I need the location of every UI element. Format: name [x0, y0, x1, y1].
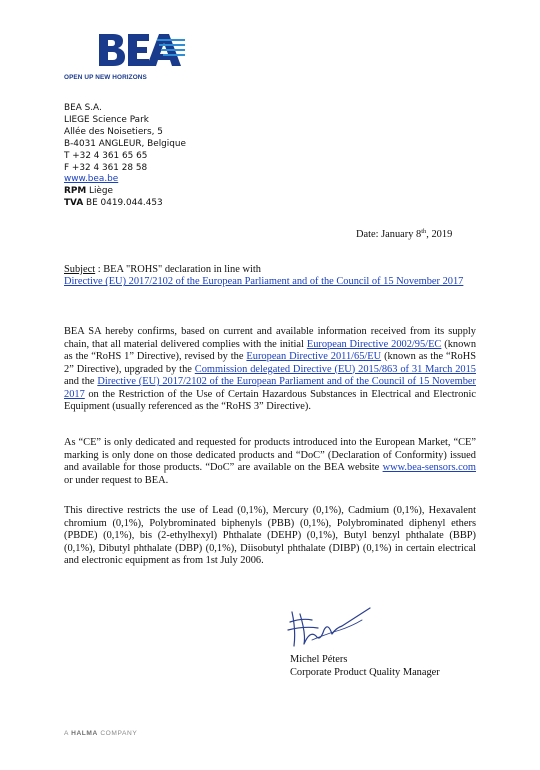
directive-2015-863-link[interactable]: Commission delegated Directive (EU) 2015/863 of 31 March 2015 [194, 363, 476, 375]
bea-logo [64, 30, 194, 86]
directive-2011-65-link[interactable]: European Directive 2011/65/EU [246, 351, 382, 362]
address-line-1: LIEGE Science Park [64, 114, 149, 125]
website-link[interactable]: www.bea.be [64, 174, 119, 185]
date-ordinal: th [421, 228, 427, 235]
address-line-3: B-4031 ANGLEUR, Belgique [64, 138, 186, 149]
bea-logo-mark-icon [97, 30, 185, 70]
company-address [64, 103, 186, 210]
rpm-line [64, 186, 186, 198]
handwritten-signature-icon [282, 600, 374, 650]
halma-brand: HALMA [71, 730, 98, 737]
phone-number: T +32 4 361 65 65 [64, 150, 148, 161]
logo-tagline: OPEN UP NEW HORIZONS [64, 74, 147, 81]
address-line-2: Allée des Noisetiers, 5 [64, 126, 163, 137]
footer-halma: A HALMA COMPANY [64, 730, 138, 737]
subject-directive-link[interactable]: Directive (EU) 2017/2102 of the European Parliament and of the Council of 15 November 2017 [64, 276, 464, 288]
tva-value: BE 0419.044.453 [83, 198, 163, 209]
rpm-label: RPM [64, 186, 87, 197]
directive-2017-2102-link[interactable]: Directive (EU) 2017/2102 of the European Parliament and of the Council of 15 November 2017 [64, 376, 476, 400]
paragraph-compliance: BEA SA hereby confirms, based on current and available information received from its supply chain, that all material delivered complies with the initial European Directive 2002/95/EC (known as the “RoHS 1” Directive), revised by the European Directive 2011/65/EU (known as the “RoHS 2” Directive), upgraded by the Commission delegated Directive (EU) 2015/863 of 31 March 2015 and the Directive (EU) 2017/2102 of the European Parliament and of the Council of 15 November 2017 on the Restriction of the Use of Certain Hazardous Substances in Electrical and Electronic Equipment (usually referenced as the “RoHS 3” Directive). [64, 326, 477, 412]
bea-sensors-link[interactable]: www.bea-sensors.com [382, 462, 476, 473]
fax-number: F +32 4 361 28 58 [64, 162, 148, 173]
company-name: BEA S.A. [64, 103, 102, 113]
letter-date: Date: January 8th, 2019 [356, 228, 453, 240]
tva-line [64, 198, 186, 210]
signer-name: Michel Péters [290, 654, 348, 665]
subject-label: Subject [64, 264, 96, 275]
subject-text: : BEA "ROHS" declaration in line with [95, 264, 261, 275]
directive-2002-95-link[interactable]: European Directive 2002/95/EC [306, 338, 442, 350]
signer-block [290, 653, 440, 679]
paragraph-restrictions: This directive restricts the use of Lead (0,1%), Mercury (0,1%), Cadmium (0,1%), Hexavalent chromium (0,1%), Polybrominated biphenyls (PBB) (0,1%), Polybrominated diphenyl ethers (PBDE) (0,1%), bis (2-ethylhexyl) Phthalate (DEHP) (0,1%), Butyl benzyl phthalate (BBP) (0,1%), Dibutyl phthalate (DBP) (0,1%), Diisobutyl phthalate (DIBP) (0,1%) in certain electrical and electronic equipment as from 1st July 2006. [64, 505, 476, 566]
paragraph-ce-marking: As “CE” is only dedicated and requested for products introduced into the European Market, “CE” marking is only done on those dedicated products and “DoC” (Declaration of Conformity) issued and available for those products. “DoC” are available on the BEA website www.bea-sensors.com or under request to BEA. [64, 437, 476, 486]
letter-subject [64, 264, 464, 289]
signer-title: Corporate Product Quality Manager [290, 667, 440, 678]
rpm-value: Liège [86, 186, 113, 197]
tva-label: TVA [64, 198, 84, 209]
